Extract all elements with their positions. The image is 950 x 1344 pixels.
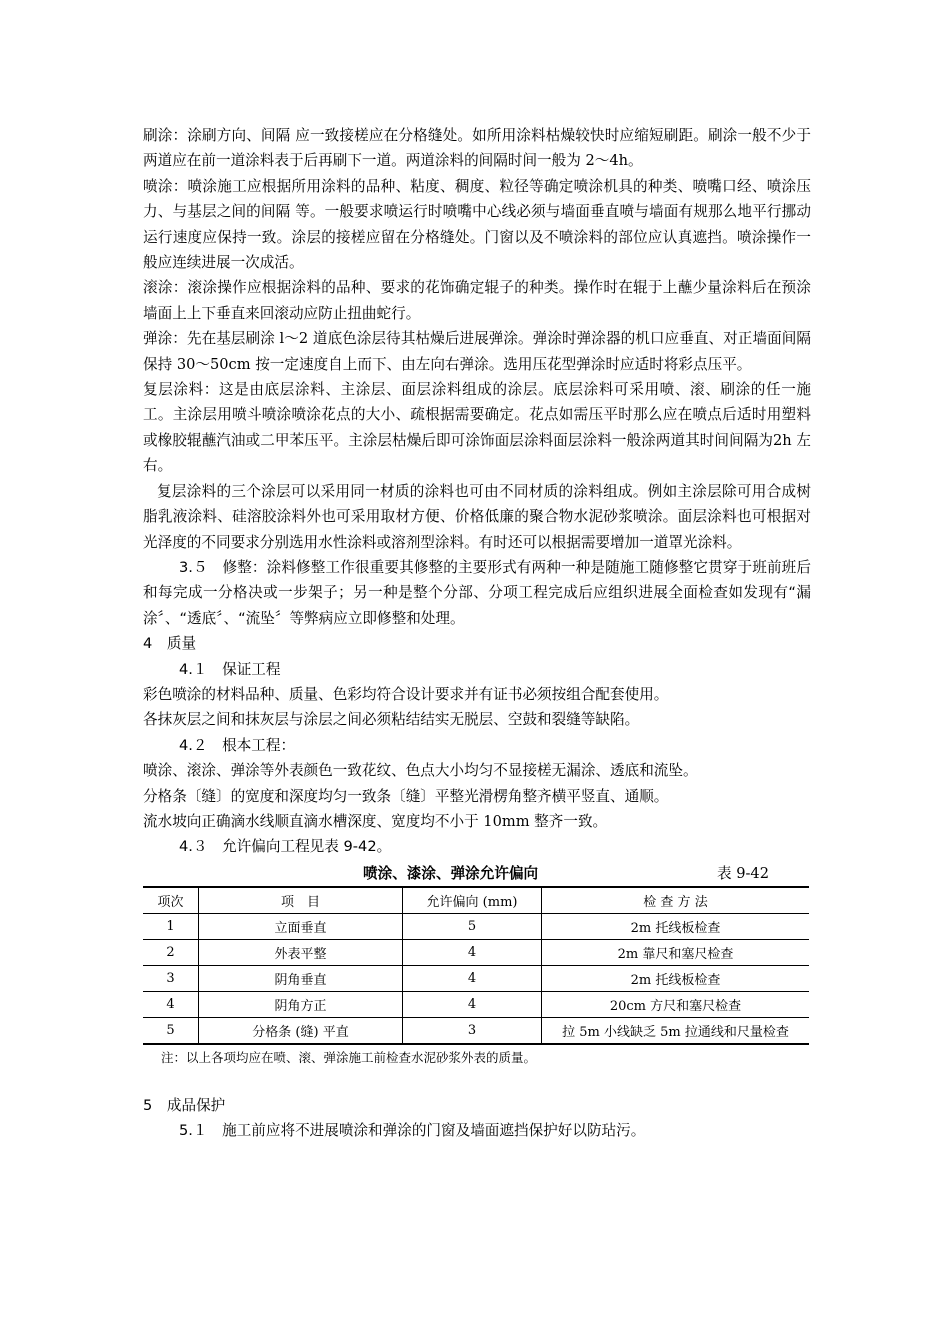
- table-row: [143, 1017, 809, 1044]
- cell-index: 2: [143, 939, 199, 965]
- section-3-5: 3.５ 修整：涂料修整工作很重要其修整的主要形式有两种一种是随施工随修整它贯穿于班前班后和每完成一分格决或一步架子；另一种是整个分部、分项工程完成后应组织进展全面检查如发现有“漏涂〞、“透底〞、“流坠〞等弊病应立即修整和处理。: [143, 558, 811, 627]
- list-item: 流水坡向正确滴水线顺直滴水槽深度、宽度均不小于 10mm 整齐一致。: [143, 812, 608, 830]
- cell-index: 5: [143, 1017, 199, 1044]
- cell-method: 20cm 方尺和塞尺检查: [542, 991, 810, 1017]
- table-note: 注：以上各项均应在喷、滚、弹涂施工前检查水泥砂浆外表的质量。: [161, 1049, 537, 1065]
- cell-tolerance: 5: [403, 913, 542, 939]
- cell-item: 分格条 (缝) 平直: [199, 1017, 403, 1044]
- cell-method: 2m 托线板检查: [542, 965, 810, 991]
- table-header-row: [143, 887, 809, 914]
- col-header-item: 项 目: [199, 887, 403, 914]
- para-roll: 滚涂：滚涂操作应根据涂料的品种、要求的花饰确定辊子的种类。操作时在辊于上蘸少量涂料后在预涂墙面上上下垂直来回滚动应防止扭曲蛇行。: [143, 279, 811, 322]
- cell-index: 1: [143, 913, 199, 939]
- para-flick: 弹涂：先在基层刷涂 l～2 道底色涂层待其枯燥后进展弹涂。弹涂时弹涂器的机口应垂直、对正墙面间隔 保持 30～50cm 按一定速度自上而下、由左向右弹涂。选用压花型弹涂时应适时将彩点压平。: [143, 330, 811, 373]
- section-4-1-heading: 4.１ 保证工程: [179, 660, 281, 678]
- list-item: 彩色喷涂的材料品种、质量、色彩均符合设计要求并有证书必须按组合配套使用。: [143, 685, 669, 703]
- cell-method: 2m 托线板检查: [542, 913, 810, 939]
- list-item: 喷涂、滚涂、弹涂等外表颜色一致花纹、色点大小均匀不显接槎无漏涂、透底和流坠。: [143, 762, 698, 780]
- cell-item: 立面垂直: [199, 913, 403, 939]
- cell-method: 拉 5m 小线缺乏 5m 拉通线和尺量检查: [542, 1017, 810, 1044]
- cell-item: 阴角方正: [199, 991, 403, 1017]
- table-row: [143, 991, 809, 1017]
- cell-item: 外表平整: [199, 939, 403, 965]
- para-multilayer: 复层涂料：这是由底层涂料、主涂层、面层涂料组成的涂层。底层涂料可采用喷、滚、刷涂的任一施工。主涂层用喷斗喷涂喷涂花点的大小、疏根据需要确定。花点如需压平时那么应在喷点后适时用塑料或橡胶辊蘸汽油或二甲苯压平。主涂层枯燥后即可涂饰面层涂料面层涂料一般涂两道其时间间隔为2h 左右。: [143, 381, 811, 475]
- cell-method: 2m 靠尺和塞尺检查: [542, 939, 810, 965]
- col-header-tolerance: 允许偏向 (mm): [403, 887, 542, 914]
- table-row: [143, 913, 809, 939]
- cell-index: 4: [143, 991, 199, 1017]
- para-brush: 刷涂：涂刷方向、间隔 应一致接槎应在分格缝处。如所用涂料枯燥较快时应缩短刷距。刷涂一般不少于两道应在前一道涂料表于后再刷下一道。两道涂料的间隔时间一般为 2～4h。: [143, 127, 811, 170]
- col-header-method: 检 查 方 法: [542, 887, 810, 914]
- table-caption: [143, 862, 811, 886]
- cell-index: 3: [143, 965, 199, 991]
- table-row: [143, 939, 809, 965]
- table-title: 喷涂、漆涂、弹涂允许偏向: [363, 864, 539, 882]
- section-4-3-heading: 4.３ 允许偏向工程见表 9-42。: [179, 838, 392, 856]
- section-5-heading: 5 成品保护: [143, 1096, 226, 1114]
- table-row: [143, 965, 809, 991]
- section-5-1: 5.１ 施工前应将不进展喷涂和弹涂的门窗及墙面遮挡保护好以防玷污。: [179, 1122, 646, 1140]
- para-composite: 复层涂料的三个涂层可以采用同一材质的涂料也可由不同材质的涂料组成。例如主涂层除可用合成树脂乳液涂料、硅溶胶涂料外也可采用取材方便、价格低廉的聚合物水泥砂浆喷涂。面层涂料也可根据对光泽度的不同要求分别选用水性涂料或溶剂型涂料。有时还可以根据需要增加一道罩光涂料。: [143, 482, 811, 551]
- cell-tolerance: 4: [403, 991, 542, 1017]
- col-header-index: 项次: [143, 887, 199, 914]
- list-item: 分格条〔缝〕的宽度和深度均匀一致条〔缝〕平整光滑楞角整齐横平竖直、通顺。: [143, 787, 669, 805]
- cell-item: 阴角垂直: [199, 965, 403, 991]
- table-number: 表 9-42: [716, 864, 769, 882]
- para-spray: 喷涂：喷涂施工应根据所用涂料的品种、粘度、稠度、粒径等确定喷涂机具的种类、喷嘴口经、喷涂压力、与基层之间的间隔 等。一般要求喷运行时喷嘴中心线必须与墙面垂直喷与墙面有规那么地平行挪动运行速度应保持一致。涂层的接槎应留在分格缝处。门窗以及不喷涂料的部位应认真遮挡。喷涂操作一般应连续进展一次成活。: [143, 177, 811, 272]
- tolerance-table: [143, 886, 809, 1045]
- section-4-2-heading: 4.２ 根本工程：: [179, 736, 296, 754]
- cell-tolerance: 4: [403, 965, 542, 991]
- cell-tolerance: 3: [403, 1017, 542, 1044]
- cell-tolerance: 4: [403, 939, 542, 965]
- document-page: [143, 123, 811, 1144]
- list-item: 各抹灰层之间和抹灰层与涂层之间必须粘结结实无脱层、空鼓和裂缝等缺陷。: [143, 711, 640, 729]
- section-4-heading: 4 质量: [143, 635, 197, 653]
